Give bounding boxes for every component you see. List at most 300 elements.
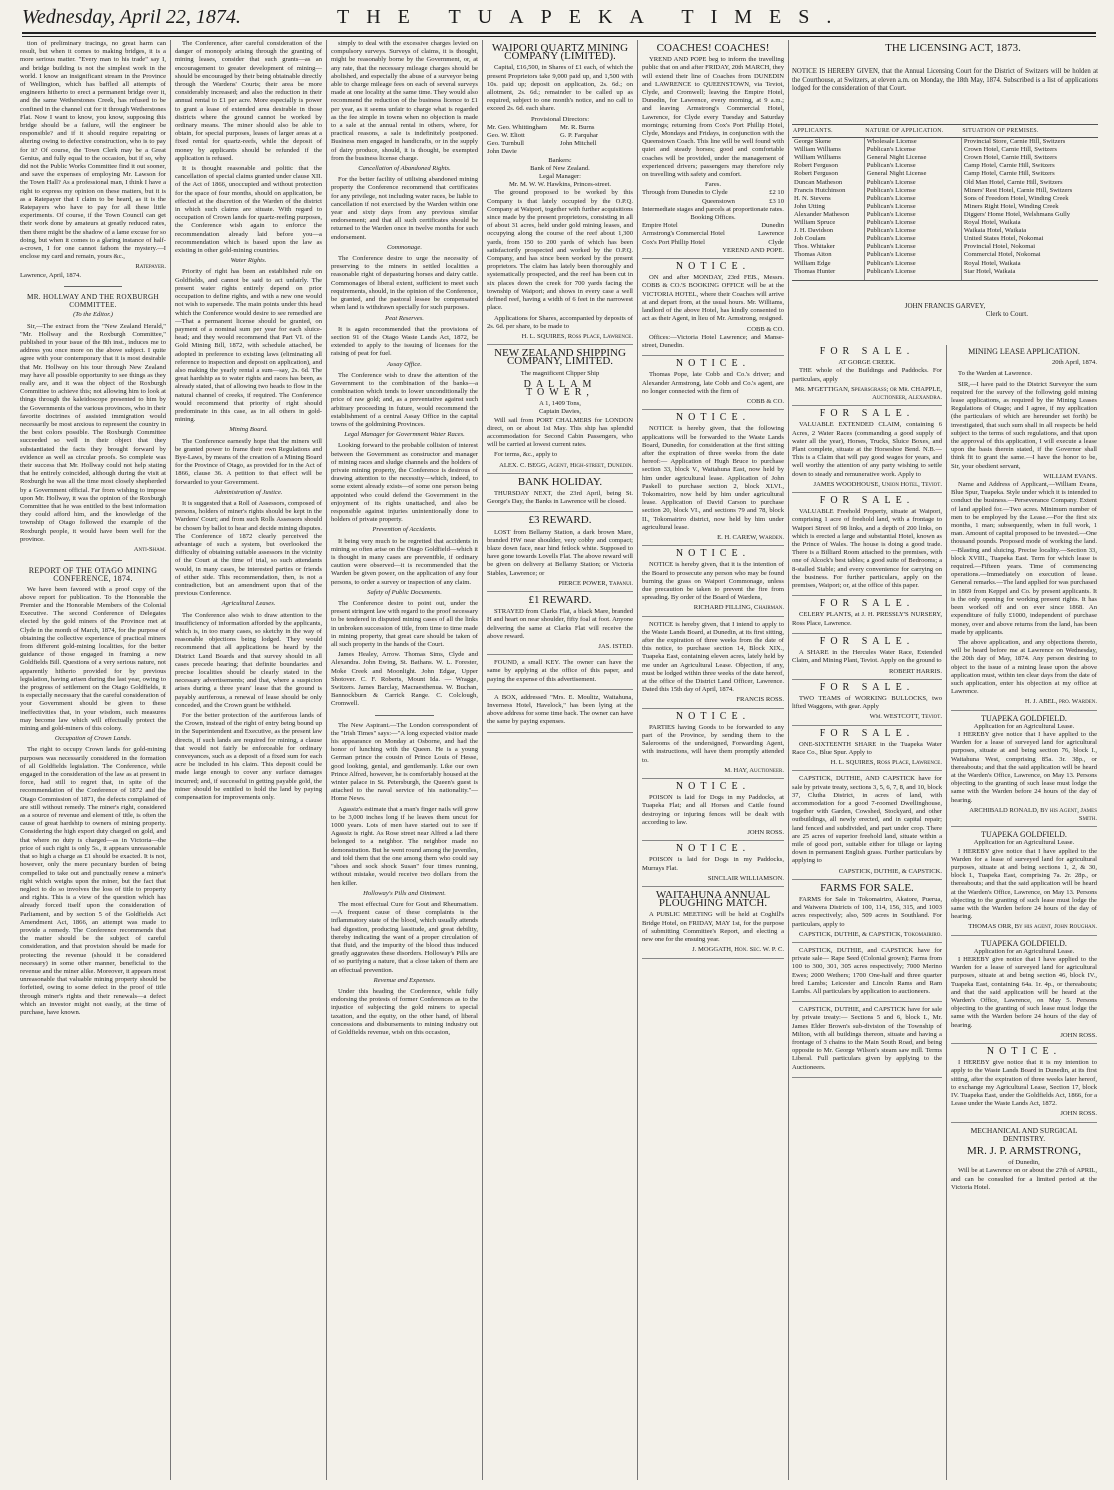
ad-body: YREND AND POPE beg to inform the travelling public that on and after FRIDAY, 20th MARCH, they will extend their line of Coaches from DUNEDIN and LAWRENCE to QUEENSTOWN, via Teviot, Clyde, and Cromwell; leaving the Empire Hotel, Dunedin, for Lawrence, every morning, at 9 a.m.; and leaving Armstrong's Commercial Hotel, Lawrence, for Clyde every Tuesday and Saturday mornings; returning from Cox's Port Phillip Hotel, Clyde, Mondays and Fridays, in conjunction with the Queenstown Coach. This line will be well found with quiet and steady horses; good and comfortable coaches will be provided, under the management of experienced drivers; passengers may therefore rely on travelling with safety and comfort. <box>642 56 784 179</box>
ad-body: A BOX, addressed "Mrs. E. Moulitz, Waitahuna, Inverness Hotel, Havelock," has been lying at the above address for some time back. The owner can have the same by paying expenses. <box>487 693 633 726</box>
section-heading: Prevention of Accidents. <box>372 526 437 534</box>
dentist-town: of Dunedin, <box>1008 1159 1040 1167</box>
ad-body: TWO TEAMS of WORKING BULLOCKS, two lifted Waggons, with gear. Apply <box>792 694 942 711</box>
section-heading: Agricultural Leases. <box>221 600 276 608</box>
ad-notice-forwarding <box>642 710 784 779</box>
delegate-names: James Healey, Arrow. Thomas Sims, Clyde and Alexandra. John Ewing, St. Bathans. W. L. Forester, Moke Creek and Moonlight. John Edgar, Upper Shotover. C. F. Roberts, Mount Ida. — Wragge, Switzers. James Barclay, Macraesthenua. W. Buchan, Bannockburn & Carrick Range. C. Colclough, Cromwell. <box>331 651 478 708</box>
letter-ratepayer: tion of preliminary tracings, no great harm can result, but when it comes to making bridges, it is a more serious matter. "Every man to his trade" say I, and bridge building is not the simplest work in the world. I know an insignificant stream in the Province of Wellington, which has baffled all attempts of engineers hitherto to erect a permanent bridge over it, and the same Wetherstones Creek, has refused to be confined in the channel cut for it through Wetherstones Flat. Now I want to know, you know, supposing this bridge should be a failure, will the engineer be responsible? and if it should require repairing or altering owing to defective construction, who is to pay for it? Of course, the Town Clerk may be a Great Genius, and fully equal to the occasion, but if so, why did not the Public Works Committee find it out sooner, and save the expenses of employing Mr. Lawson for the Town Hall? As a professional man, I think I have a right to express my opinion on these matters, but it is as a Ratepayer that I claim to be heard, as it is the Ratepayers who have to pay for all these little experiments. Of course, if the Town Council can get their work done by amateurs at greatly reduced rates, then there might be the shadow of a lame excuse for so doing, but when it comes to a glaring instance of half-a-crown, I for one cannot fathom the mystery.—I enclose my card and remain, yours &c., <box>20 40 166 261</box>
table-row <box>792 251 1098 259</box>
fare-route: Queenstown <box>702 197 735 205</box>
premises-cell: Crown Hotel, Carnie Hill, Switzers <box>961 154 1098 162</box>
ad-nz-shipping <box>487 349 633 474</box>
article-body: Sir,—The extract from the "New Zealand Herald," "Mr. Hollway and the Roxburgh Committee," published in your issue of the 8th inst., induces me to address you once more on the above subject. I quite agree with your contemporary that it is most desirable that Mr. Hollway on his tour through New Zealand may have all possible opportunity to see things as they really are, and it was the object of the Roxburgh Committee to achieve this; not allowing him to look at things through the kaleidoscope presented to him by the Governments of the various provinces, who in their favorite doctrines of assisted immigration would necessarily be most anxious to represent the country in the best colors possible. The Roxburgh Committee succeeded so well in their object that they substantiated the facts they brought forward by evidence as well as circular proofs. So complete was their success that Mr. Hollway could not help stating that he entirely coincided, although during the visit at Roxburgh he was all the time most closely shepherded by a Government official. Far from wishing to impose upon Mr. Hollway, it was the opinion of the Roxburgh Committee that he was entitled to the best information they could afford him, and the knowledge of the township of Otago followed the example of the Roxburgh people, it would have been well for the province. <box>20 322 166 543</box>
ad-body: VALUABLE EXTENDED CLAIM, containing 6 Acres, 2 Water Races (commanding a good supply of water all the year), Horses, Trucks, Sluice Boxes, and Plant complete, situate at the Horseshoe Bend. N.B.—This is a Claim that will pay good wages for years, and well worthy the attention of any party wishing to settle down to steady and remunerative work. Apply to <box>792 421 942 478</box>
ad-subheading: The magnificent Clipper Ship <box>520 369 600 377</box>
application-type-cell: Publican's License <box>864 195 961 203</box>
licensing-rows <box>792 138 1098 281</box>
ad-signature: SINCLAIR WILLIAMSON. <box>707 874 784 882</box>
ad-reward-1 <box>487 593 633 655</box>
office-name: Cox's Port Phillip Hotel <box>642 238 705 246</box>
table-row <box>792 154 1098 162</box>
article-body: It is thought reasonable and politic that the cancellation of special claims granted under clause XII. of the Act of 1866, unoccupied and without protection for the space of four months, should on application, be effected at the discretion of the Warden of the district in which such claims are situate. With regard to occupation of Crown lands for quartz-reefing purposes, the Conference wish again to enforce the recommendation already laid before you—a recommendation which is based upon the law as existing in other gold-mining countries. <box>175 165 322 255</box>
section-heading: Revenue and Expenses. <box>373 976 436 984</box>
ad-signature: COBB & CO. <box>746 325 784 333</box>
ad-subheading: Bankers: <box>548 156 572 164</box>
premises-cell: Royal Hotel, Waikaia <box>961 219 1098 227</box>
section-heading: Cancellation of Abandoned Rights. <box>358 165 451 173</box>
section-heading: Commonage. <box>387 243 422 251</box>
section-heading: Holloway's Pills and Ointment. <box>363 889 446 897</box>
ad-title: FOR SALE. <box>819 727 915 739</box>
ad-body: NOTICE is hereby given, that it is the intention of the Board to prosecute any person who may be found burning the grass on Waipori Commonage, unless due precaution be taken to prevent the fire from spreading. By order of the Board of Wardens, <box>642 561 784 602</box>
applicant-cell: Duncan Matheson <box>794 178 843 186</box>
ad-body: Capital, £16,500, in Shares of £1 each, of which the present Proprietors take 9,000 paid up, and 1,500 with 10s. paid up; deposit on application, 2s. 6d.; on allotment, 2s. 6d.; remainder to be called up as required, subject to one month's notice, and no call to exceed 2s. 6d. each share. <box>487 64 633 113</box>
ad-signature: H. L. SQUIRES, Ross Place, Lawrence. <box>830 759 942 767</box>
fare-route: Intermediate stages and parcels at proportionate rates. <box>642 205 784 213</box>
ad-sale-water-share <box>792 727 942 772</box>
table-row <box>792 235 1098 243</box>
ship-captain: Captain Davies, <box>538 408 582 416</box>
ad-title: WAIPORI QUARTZ MINING COMPANY (LIMITED). <box>491 42 629 63</box>
column-1 <box>20 40 166 1480</box>
ad-body: PARTIES having Goods to be forwarded to any part of the Province, by sending them to the Salerooms of the undersigned, Forwarding Agent, with instructions, will have them promptly attended to. <box>642 723 784 764</box>
ad-signature: ROBERT HARRIS. <box>889 667 942 675</box>
table-row <box>792 243 1098 251</box>
ad-sale-freehold <box>792 497 942 596</box>
applicant-cell: J. H. Davidson <box>794 227 834 235</box>
separator <box>375 715 434 716</box>
ad-body: VALUABLE Freehold Property, situate at Waipori, comprising 1 acre of freehold land, with a frontage to Waipori Street of 98 links, and a depth of 200 links, on which is erected a large and substantial Hotel, known as the Prince of Wales. The house is doing a good trade. There is a Billiard Room attached to the premises, with one of Alcock's best tables; a good suite of Bedrooms; a 8-stalled Stable; and every convenience for carrying on the business. For further particulars, apply on the premises, Waipori; or, at the office of this paper. <box>792 508 942 590</box>
ad-sale-share <box>792 635 942 680</box>
ad-subheading: Application for an Agricultural Lease. <box>973 722 1075 730</box>
director-name: John Davie <box>487 148 517 156</box>
booking-office <box>642 230 784 238</box>
ad-title: FOR SALE. <box>819 598 915 610</box>
section-heading: Mining Board. <box>229 426 268 434</box>
premises-cell: Miners' Rest Hotel, Carnie Hill, Switzers <box>961 187 1098 195</box>
application-type-cell: Publican's License <box>864 162 961 170</box>
applicant-cell: Alexander Matheson <box>794 210 850 218</box>
ad-title: NEW ZEALAND SHIPPING COMPANY, LIMITED. <box>494 347 626 368</box>
premises-cell: Star Hotel, Waikaia <box>961 268 1098 281</box>
newspaper-title: THE TUAPEKA TIMES. <box>337 6 849 28</box>
fare-row <box>642 198 784 206</box>
ad-body: POISON is laid for Dogs in my Paddocks, Murrays Flat. <box>642 856 784 872</box>
legal-manager: Mr. M. W. W. Hawkins, Princes-street. <box>508 181 611 189</box>
separator <box>64 286 122 287</box>
ad-box <box>487 694 633 733</box>
clerk-name: JOHN FRANCIS GARVEY, <box>904 302 986 310</box>
ad-title: NOTICE. <box>675 412 751 424</box>
booking-office <box>642 222 784 230</box>
table-row <box>792 260 1098 268</box>
office-town: Dunedin <box>761 222 784 230</box>
table-row <box>792 138 1098 147</box>
director-list <box>487 124 633 157</box>
ad-coaches <box>642 44 784 259</box>
ad-notice-waste-lands <box>642 414 784 546</box>
application-type-cell: Publican's License <box>864 235 961 243</box>
column-header: APPLICANTS. <box>792 125 864 138</box>
ad-mining-lease <box>951 348 1097 711</box>
ad-title: TUAPEKA GOLDFIELD. <box>981 713 1067 723</box>
table-row <box>792 170 1098 178</box>
fare-route: Through from Dunedin to Clyde <box>642 189 728 197</box>
column-rule <box>170 40 171 1480</box>
ad-signature: FRANCIS ROSS. <box>736 696 784 704</box>
section-heading: Peat Reserves. <box>385 314 424 322</box>
ad-body: Offices:—Victoria Hotel Lawrence; and Manse-street, Dunedin. <box>642 333 784 349</box>
ad-body: I HEREBY give notice that I have applied to the Warden for a lease of surveyed land for agricultural purposes, situate at and being section 76, block I., Waitahuna West, comprising 85a. 3r. 38p., or thereabouts; and that the said application will be heard at the Warden's Office, Lawrence, on May 13. Persons objecting to the granting of such lease must lodge the same with the Warden before 24 hours of the day of hearing. <box>951 730 1097 804</box>
ad-notice-fire <box>642 550 784 616</box>
article-body: For the better protection of the auriferous lands of the Crown, instead of the right of entry being bound up in the Superintendent and Executive, as the present law directs, if such lands are required for mining, a clause that would not fairly be enforceable for ordinary conveyances, such as a deposit of a fixed sum for each acre be included in his claim. This deposit could be made large enough to cover any surface damages incurred; and, if successful in getting payable gold, the miner should be entitled to hold the land by paying compensation for improvements only. <box>175 712 322 802</box>
ad-title: NOTICE. <box>675 710 751 722</box>
applicant-cell: William Williams <box>794 154 841 162</box>
ad-title: BANK HOLIDAY. <box>517 475 603 488</box>
premises-cell: Provincial Hotel, Nokomai <box>961 243 1098 251</box>
premises-cell: Waikaia Hotel, Waikaia <box>961 227 1098 235</box>
premises-cell: Royal Hotel, Waikaia <box>961 260 1098 268</box>
ad-signature: JOHN ROSS. <box>1060 1110 1097 1118</box>
application-type-cell: Publican's License <box>864 268 961 281</box>
ad-signature: CAPSTICK, DUTHIE, & CAPSTICK, Tokomairiro. <box>798 930 942 938</box>
table-row <box>792 268 1098 281</box>
advertorial: The most effectual Cure for Gout and Rheumatism.—A frequent cause of these complaints is the inflammatory state of the blood, which usually attends bad digestion, producing lassitude, and great debility, thereby indicating the want of a proper circulation of that fluid, and the impurity of the blood thus induced greatly aggravates these disorders. Holloway's Pills are of so purifying a nature, that a close taken of them are an effectual prevention. <box>331 900 478 974</box>
fare-row <box>642 189 784 197</box>
ad-capstick-1 <box>792 775 942 879</box>
ad-body: Thomas Pope, late Cobb and Co.'s driver; and Alexander Armstrong, late Cobb and Co.'s agent, are no longer connected with the firm of <box>642 371 784 395</box>
table-row <box>792 146 1098 154</box>
ad-body: CAPSTICK, DUTHIE, and CAPSTICK have for sale by private treaty:— Sections 5 and 6, block I., Mr. James Elder Brown's sub-division of the Township of Milton, with all buildings thereon, situate and having a frontage of 3 chains to the Main South Road, and being opposite to Mr. George Wilson's steam saw mill. Terms Liberal. Full particulars given by applying to the Auctioneers. <box>792 1006 942 1071</box>
column-rule <box>326 40 327 1480</box>
director-name: John Mitchell <box>560 140 597 148</box>
table-row <box>792 203 1098 211</box>
masthead-rule-thin <box>22 36 1096 37</box>
ad-body: A SHARE in the Hercules Water Race, Extended Claim, and Mining Plant, Teviot. Apply on the ground to <box>792 649 942 665</box>
column-rule <box>482 40 483 1480</box>
ad-signature: JAS. ISTED. <box>598 643 633 650</box>
column-rule <box>788 40 789 1480</box>
ad-body: Will sail from PORT CHALMERS for LONDON direct, on or about 1st May. This ship has splendid accommodation for Second Cabin Passengers, who will be carried at lowest current rates. <box>487 416 633 449</box>
ad-body: THE whole of the Buildings and Paddocks. For particulars, apply <box>792 367 942 383</box>
ad-title: FOR SALE. <box>819 408 915 420</box>
ad-title: NOTICE. <box>675 781 751 793</box>
ad-sale-gorge-creek <box>792 348 942 406</box>
ad-title: FARMS FOR SALE. <box>820 881 914 894</box>
ad-dentistry <box>951 1127 1097 1197</box>
premises-cell: Camp Hotel, Carnie Hill, Switzers <box>961 170 1098 178</box>
article-body: The Conference, after careful consideration of the danger of monopoly arising through the granting of mining leases, consider that such grants—as an encouragement to greater development of mining—should be encouraged by their being obtainable directly through the Wardens' Courts; their area be more considerably increased; and also the reduction in their annual rental to £1 per acre. More especially is power to grant a lease of extended area desirable in those districts where the ground cannot be worked by ordinary means. The miner should also be able to obtain, for special purposes, leases of larger areas at a fixed rental for quartz-reefs, while the deposit of money by applicants should be refunded if the application is refused. <box>175 40 322 162</box>
ad-notice-poison-1 <box>642 783 784 841</box>
issue-date: Wednesday, April 22, 1874. <box>22 6 241 28</box>
director-name: Geo. Turnbull <box>487 140 525 148</box>
premises-cell: Sons of Freedom Hotel, Winding Creek <box>961 195 1098 203</box>
ad-signature: ARCHIBALD RONALD, By his Agent, James Smith. <box>969 806 1097 822</box>
office-name: Armstrong's Commercial Hotel <box>642 230 725 238</box>
ad-tuapeka-goldfield-2 <box>951 831 1097 935</box>
ad-body: ON and after MONDAY, 23rd FEB., Messrs. COBB & CO.'S BOOKING OFFICE will be at the VICTORIA HOTEL, where their Coaches will arrive at and depart from, at the usual hours. Mr. Williams, landlord of the above Hotel, has kindly consented to act as their Agent, in lieu of Mr. Armstrong, resigned. <box>642 274 784 323</box>
ad-notice-cobb <box>642 263 784 356</box>
ad-bank-holiday <box>487 475 633 513</box>
section-heading: Administration of Justice. <box>214 488 283 496</box>
column-5 <box>642 40 784 1480</box>
ad-body: CAPSTICK, DUTHIE, AND CAPSTICK have for sale by private treaty, sections 3, 5, 6, 7, 8, and 10, block 37, Clutha District, in acres of land, with accommodation for a good 7-roomed Dwellinghouse, together with Garden, Cowshed, Stockyard, and other outbuildings, all newly erected, and in capital repair; land fenced and subdivided, and part under crop. There are 25 acres of superior freehold land, situate within a mile of good port, suitable either for tillage or laying down in permanent English grass. Further particulars by applying to <box>792 775 942 865</box>
ad-title: £3 REWARD. <box>528 514 592 527</box>
article-body: simply to deal with the excessive charges levied on compulsory surveys. Surveys of claims, it is thought, might be reasonably borne by the Government, or, at any rate, that the necessary mileage charges should be abolished, and especially the abuse of a surveyor being able to charge mileage fees on each of several surveys made at one locality at the same time. They would also recommend the reduction of the business licence to £1 per year, as it seems unfair to charge what is regarded as the fee simple in towns when no objection is made to a sale at the annual rental in others, where, for practical reasons, a sale is indefinitely postponed. Business men engaged in handicrafts, or in the supply of dairy produce, should, it is thought, be exempted from the business license charge. <box>331 40 478 162</box>
ad-signature: JAMES WOODHOUSE, Union Hotel, Teviot. <box>813 480 942 488</box>
applicant-cell: William Edge <box>794 259 831 267</box>
ad-body: POISON is laid for Dogs in my Paddocks, at Tuapeka Flat; and all Horses and Cattle found destroying or injuring fences will be dealt with according to law. <box>642 794 784 826</box>
ad-body: ONE-SIXTEENTH SHARE in the Tuapeka Water Race Co., Blue Spur. Apply to <box>792 740 942 756</box>
application-type-cell: Publican's License <box>864 179 961 187</box>
ad-title: MINING LEASE APPLICATION. <box>968 347 1080 356</box>
ad-title: NOTICE. <box>675 261 751 273</box>
office-town: Lawrence <box>758 230 784 238</box>
application-type-cell: Publican's License <box>864 260 961 268</box>
applicant-cell: Robert Ferguson <box>794 162 839 170</box>
premises-cell: Camp Hotel, Carnie Hill, Switzers <box>961 162 1098 170</box>
premises-cell: Commercial Hotel, Nokomai <box>961 251 1098 259</box>
application-type-cell: Publican's License <box>864 243 961 251</box>
ad-subheading: Provisional Directors: <box>530 115 590 123</box>
ad-found-key <box>487 659 633 690</box>
ad-title: FOR SALE. <box>819 681 915 693</box>
ship-name: DALLAM TOWER, <box>523 378 597 398</box>
ad-subheading: Application for an Agricultural Lease. <box>973 839 1075 847</box>
article-body: The Conference desire to urge the necessity of preserving to the miners in settled localities a reasonable right of depasturing horses and dairy cattle. Commonages of liberal extent, sufficient to meet such requirements, should, in the opinion of the Conference, be granted, and the pastoral lessee be compensated when land is withdrawn specially for such purposes. <box>331 255 478 312</box>
ad-body: CELERY PLANTS, at J. H. PRESSLY'S NURSERY, Ross Place, Lawrence. <box>792 611 942 627</box>
ad-signature: J. MOGGATH, Hon. Sec. W. P. C. <box>692 946 784 954</box>
application-type-cell: General Night License <box>864 170 961 178</box>
dateline: Lawrence, April, 1874. <box>20 271 81 279</box>
section-heading: Water Rights. <box>230 257 267 265</box>
director-name: G. P. Farquhar <box>560 132 599 140</box>
news-item: Agassiz's estimate that a man's finger nails will grow to be 3,000 inches long if he leaves them uncut for 1000 years. Lots of men have started out to see if Agassiz is right. As Rose street near Alfred a lad there belonged to a neighbor. The neighbor made no demonstration. But he went round among the juveniles, and told them that the one among them who could say "shoes and sock shock Susan" four times running, without mistake, would receive two dollars from the hen killer. <box>331 805 478 887</box>
ad-signature: JOHN ROSS. <box>747 829 784 837</box>
column-header: SITUATION OF PREMISES. <box>961 125 1098 138</box>
article-body: It being very much to be regretted that accidents in mining so often arise on the Otago Goldfield—which it is thought in many cases are preventible, if ordinary caution were observed—it is recommended that the Warden be given power, on the application of any four persons, to order a survey or inspection of any claim. <box>331 537 478 586</box>
table-row <box>792 179 1098 187</box>
bank-name: Bank of New Zealand. <box>530 164 590 172</box>
table-header-row <box>792 125 1098 138</box>
ad-body: I HEREBY give notice that I have applied to the Warden for a lease of surveyed land for agricultural purposes, situate at and being sections 1, 2, & 30, block I., Tuapeka East, comprising 7a. 2r. 28p., or thereabouts; and that the said application will be heard at the Warden's Office, Lawrence, on May 13. Persons objecting to the granting of such lease must lodge the same with the Warden before 24 hours of the day of hearing. <box>951 847 1097 921</box>
ad-body: The above application, and any objections thereto, will be heard before me at Lawrence on Wednesday, the 20th day of May, 1874. Any person desiring to object to the issue of a mining lease upon the above application must, within ten clear days from the date of such application, enter his objection at my office at Lawrence. <box>951 638 1097 696</box>
column-2 <box>175 40 322 1480</box>
ad-signature: WILLIAM EVANS. <box>1043 472 1097 480</box>
ad-subheading: Legal Manager: <box>539 173 581 181</box>
ad-signature: E. H. CAREW, Warden. <box>717 533 784 541</box>
application-type-cell: Publican's License <box>864 251 961 259</box>
licensing-notice: NOTICE IS HEREBY GIVEN, that the Annual Licensing Court for the District of Switzers will be holden at the Courthouse, at Switzers, at eleven a.m. on Monday, the 18th May, 1874. Subscribed is a list of applications lodged for the consideration of that Court. <box>792 68 1098 93</box>
ad-signature: H. J. ABEL, pro. Warden. <box>1024 698 1097 706</box>
article-body: Priority of right has been an established rule on Goldfields, and cannot be said to act unfairly. The present water rights entirely depend on prior occupation to define rights, and with a new one would not wish to supersede. The main points under this head which the Conference would desire to see remedied are—That a permanent license should be granted, on payment of a nominal sum per year for each sluice-head; and they would recommend that Part VI. of the Gold Mining Bill, 1872, with schedule attached, be adopted in preference to existing laws (eliminating all reference to inspection and deposit on application), and also making the yearly rental a sum—say, 2s. 6d. The great hardship as to water rights and races has been, as already stated, that of allowing two heads to flow in the natural channel of creeks, if required. The Conference would recommend that priority of right should predominate in this case, as in all others in gold-mining. <box>175 268 322 424</box>
ad-farms <box>792 881 942 943</box>
article-body: The Conference desire to point out, under the present stringent law with regard to the proof necessary to be tendered in disputed mining cases of all the links in unbroken succession of title, from time to time made in mining property, that great care should be taken of all such property in the hands of the Court. <box>331 600 478 649</box>
ad-title: £1 REWARD. <box>528 593 592 606</box>
ad-body: FARMS for Sale in Tokomairiro, Akatore, Puerua, and Waiwera Districts of 100, 114, 156, 315, and 1003 acres respectively; also, 509 acres in Southland. For particulars, apply to <box>792 895 942 928</box>
director-name: Mr. R. Burns <box>560 123 595 131</box>
applicant-cell: Robert Ferguson <box>794 170 839 178</box>
ad-subheading: Fares. <box>705 181 721 189</box>
ad-body: For terms, &c., apply to <box>494 451 558 459</box>
article-heading: REPORT OF THE OTAGO MINING CONFERENCE, 1874. <box>28 566 158 584</box>
fare-price: £2 10 <box>769 189 784 197</box>
ad-sale-celery <box>792 600 942 634</box>
ad-body: NOTICE is hereby given, that the following applications will be forwarded to the Waste Lands Board, Dunedin, for consideration at the first sitting after the expiration of three weeks from the date hereof:— Application of Hugh Bruce to purchase section 33, block V., Waitahuna East, now held by him under agricultural lease. Application of John Paskell to purchase section 2, block XLVI., Tokomairiro, now held by him under agricultural lease. Application of David Carson to purchase section 20, block VI., and sections 79 and 78, block II., Tokomairiro district, now held by him under agricultural lease. <box>642 425 784 531</box>
fare-price: £3 10 <box>769 197 784 205</box>
ad-body: STRAYED from Clarks Flat, a black Mare, branded H and heart on near shoulder, fifty foal at foot. Anyone delivering the same at Clarks Flat will receive the above reward. <box>487 608 633 640</box>
table-row <box>792 195 1098 203</box>
ad-title: NOTICE. <box>986 1046 1062 1058</box>
application-type-cell: Wholesale License <box>864 138 961 147</box>
ad-title: WAITAHUNA ANNUAL PLOUGHING MATCH. <box>655 889 771 910</box>
ad-tuapeka-goldfield-3 <box>951 940 1097 1044</box>
separator <box>64 560 122 561</box>
ad-title: NOTICE. <box>675 358 751 370</box>
ad-body: LOST from Bellamy Station, a dark brown Mare, branded HW near shoulder, very cobby and compact; blaze down face, near hind fetlock white. Supposed to have gone towards Lovells Flat. The above reward will be given on delivery at Bellamy Station; or Victoria Stables, Lawrence; or <box>487 528 633 577</box>
ad-date: 20th April, 1874. <box>1051 359 1097 367</box>
application-type-cell: Publican's License <box>864 146 961 154</box>
premises-cell: Miners Right Hotel, Winding Creek <box>961 203 1098 211</box>
ad-body: To the Warden at Lawrence. <box>958 370 1033 378</box>
column-rule <box>637 40 638 1480</box>
signature: Anti-Sham. <box>133 545 166 553</box>
licensing-table <box>792 124 1098 281</box>
ship-tonnage: A 1, 1409 Tons, <box>539 400 581 408</box>
table-row <box>792 219 1098 227</box>
section-heading: Legal Manager for Government Water Races. <box>344 431 465 439</box>
application-type-cell: Publican's License <box>864 219 961 227</box>
ad-signature: Wm. WESTCOTT, Teviot. <box>869 713 942 721</box>
ad-title: NOTICE. <box>675 843 751 855</box>
premises-cell: Old Man Hotel, Carnie Hill, Switzers <box>961 179 1098 187</box>
article-body: The right to occupy Crown lands for gold-mining purposes was necessarily considered in the formation of all Goldfields legislation. The Conference, while engaged in the consideration of the law as at present in force, had still to regret that, in spite of the recommendation of the Conference of 1872 and the Otago Commission of 1871, the defects complained of are still without remedy. The miner's right, considered as a source of revenue and element of title, is often the cause of great hardship to owners of mining property. Considering the high export duty charged on gold, and that where no duty is charged—as in Victoria—the price of such right is only 5s., it appears unreasonable that so high a charge as £1 should be exacted. It is not, however, only the mere pecuniary burden of being compelled to take out and punctually renew a miner's right which weighs upon the miner, but the fact that neglect to do so involves the loss of title to property and rights. This is a view of the question which has already forced itself upon the consideration of Parliament, and by section 5 of the Goldfields Act Amendment Act, 1866, an attempt was made to provide a remedy. The Conference recommends that the matter should be the subject of careful consideration, and that provision should be made for protecting the revenue (should it be considered necessary) in some other manner, beneficial to the revenue and the miner alike. Moreover, it appears most unreasonable that valuable mining property should be forfeited, owing to some defect in the proof of title through miner's rights and their renewals—a defect which an investor might not easily, at the time of purchase, have known. <box>20 746 166 1016</box>
ad-notice-cobb-2 <box>642 360 784 410</box>
application-type-cell: General Night License <box>864 154 961 162</box>
director-name: Geo. W. Eliott <box>487 132 525 140</box>
masthead <box>22 4 1096 34</box>
article-body: For the better facility of utilising abandoned mining property the Conference recommend that certificates for any privilege, not including water races, be liable to cancellation if not exercised by the Warden within one year and sixty days from any previous similar endorsement; and that all such certificates should be returned to the Warden once in twelve months for such endorsement. <box>331 176 478 241</box>
booking-office <box>642 239 784 247</box>
ad-subheading: Application for an Agricultural Lease. <box>973 947 1075 955</box>
news-item: The New Aspirant.—The London correspondent of the "Irish Times" says:—"A long expected visitor made his appearance on Monday at Osborne, and had the honor of lunching with the Queen. He is a young German prince the cousin of Prince Louis of Hesse, good looking, genial, and gentlemanly. Like our own Prince Alfred, however, he is comfortably housed at the winter palace in St. Petersburgh, the Queen's guest is attached to the naval service of his nationality."—Home News. <box>331 721 478 803</box>
ad-reward-3 <box>487 516 633 592</box>
ad-notice-purchase <box>642 621 784 709</box>
ad-body: SIR,—I have paid to the District Surveyor the sum required for the survey of the following gold mining lease applications, as required by the Mining Leases Regulations of Otago; and I agree, if my application (the particulars of which are hereunder set forth) be investigated, that such sum shall in all respects be held subject to the terms of such regulations, and that upon the approval of this application, I will execute a lease upon the basis therein stated, if the Governor shall think fit to grant the same.—I have the honor to be, Sir, your obedient servant, <box>951 380 1097 470</box>
ad-title: MECHANICAL AND SURGICAL DENTISTRY. <box>970 1125 1078 1143</box>
clerk-role: Clerk to Court. <box>985 310 1028 318</box>
ad-body: I HEREBY give notice that it is my intention to apply to the Waste Lands Board in Dunedin, at its first sitting, after the expiration of three weeks later hereof, to exchange my Agricultural Lease, Section 17, block IV. Tuapeka East, under the Goldfields Act, 1866, for a Lease under the Waste Lands Act, 1872. <box>951 1059 1097 1108</box>
ad-title: TUAPEKA GOLDFIELD. <box>981 938 1067 948</box>
ad-body: Name and Address of Applicant,—William Evans, Blue Spur, Tuapeka. Style under which it is intended to conduct the business.—Perseverance Company. Extent of land applied for.—Two acres. Minimum number of men to be employed by the Lease.—For the first six months, 1 man; subsequently, when in full work, 1 man. Amount of capital proposed to be invested.—One thousand pounds. Proposed mode of working the land.—Blasting and sluicing. Precise locality.—Section 33, block XVIII., Tuapeka East. Term for which lease is required.—Fifteen years. Time of commencing operations.—Immediately on execution of lease. General remarks.—The land applied for was purchased in 1869 from Keppel and Co. by present applicants. It is the only opening for working present rights. It has been worked off and on ever since 1868. An expenditure of fully £1000, independent of purchase money, over and above returns from the land, has been made by applicants. <box>951 481 1097 636</box>
article-body: Looking forward to the probable collision of interest between the Government as constructor and manager of mining races and sludge channels and the holders of private mining property, the Conference is desirous of drawing attention to the necessity—which, indeed, to some extent already exists—of some one person being appointed who could defend the Government in the enjoyment of its rights unattached, and also be responsible against injuries unintentionally done to holders of private property. <box>331 442 478 524</box>
ad-body: The ground proposed to be worked by this Company is that lately occupied by the O.P.Q. Company at Waipori, together with further acquisitions since made by the present proprietors, consisting in all of about 31 acres, held under gold mining leases, and occupying along the course of the reef about 1,300 yards, from 150 to 200 yards of which has been satisfactorily prospected and worked by the O.P.Q. Company, and has since been worked by the present proprietors. The claim has lately been thoroughly and systematically prospected, and the reef has been cut in six places down the creek for 700 yards facing the township of Waipori; and shows in every case a well defined reef, having a width of 6 feet in the narrowest place. <box>487 189 633 312</box>
table-row <box>792 227 1098 235</box>
article-body: The Conference earnestly hope that the miners will be granted power to frame their own Regulations and Bye-Laws, by means of the creation of a Mining Board for the Province of Otago, as provided for in the Act of 1866, clause 36. A petition to that effect will be forwarded to your Government. <box>175 437 322 486</box>
ad-title: NOTICE. <box>675 548 751 560</box>
office-name: Empire Hotel <box>642 222 678 230</box>
licensing-signature <box>792 302 1098 318</box>
table-row <box>792 211 1098 219</box>
signature: Ratepayer. <box>135 263 166 271</box>
ad-body: Will be at Lawrence on or about the 27th of APRIL, and can be consulted for a limited period at the Victoria Hotel. <box>951 1167 1097 1191</box>
applicant-cell: William Williams <box>794 146 841 154</box>
application-type-cell: Publican's License <box>864 227 961 235</box>
ad-sale-claim <box>792 410 942 493</box>
ad-signature: COBB & CO. <box>746 397 784 405</box>
applicant-cell: Thomas Aiton <box>794 251 832 259</box>
ad-body: CAPSTICK, DUTHIE, and CAPSTICK have for private sale— Rape Seed (Colonial grown); Farms from 100 to 300, 301, 305 acres respectively; 7000 Merino Ewes; 2000 Wethers; 1700 One-half and three quarter bred Lambs; Leicester and Lincoln Rams and Ram Lambs. All particulars by application to auctioneers. <box>792 946 942 995</box>
ad-title: FOR SALE. <box>819 495 915 507</box>
article-body: Under this heading the Conference, while fully endorsing the protests of former Conferences as to the injustice of subjecting the gold miners to special taxation, and the equity, on the other hand, of liberal concessions and disbursements to mining industry out of Goldfields revenue, wish on this occasion, <box>331 987 478 1036</box>
ad-body: FOUND, a small KEY. The owner can have the same by applying at the office of this paper, and paying the expense of this advertisement. <box>487 659 633 683</box>
ad-signature: PIERCE POWER, Tapanui. <box>558 579 633 587</box>
ad-title: FOR SALE. <box>819 635 915 647</box>
section-heading: Assay Office. <box>387 360 422 368</box>
ad-notice-poison-2 <box>642 845 784 887</box>
column-6 <box>792 345 942 1480</box>
applicant-cell: William Spruce <box>794 219 836 227</box>
director-name: Mr. Geo. Whittingham <box>487 123 547 131</box>
ad-body: A PUBLIC MEETING will be held at Coghill's Bridge Hotel, on FRIDAY, MAY 1st, for the purpose of submitting Committee's Report, and electing a new one for the ensuing year. <box>642 911 784 944</box>
applicant-cell: John Utting <box>794 202 825 210</box>
premises-cell: Crown Hotel, Carnie Hill, Switzers <box>961 146 1098 154</box>
ad-signature: H. L. SQUIRES, Ross Place, Lawrence. <box>521 332 633 340</box>
application-type-cell: Publican's License <box>864 187 961 195</box>
column-header: NATURE OF APPLICATION. <box>864 125 961 138</box>
ad-capstick-2 <box>792 947 942 1002</box>
ad-waipori-mining-company <box>487 44 633 345</box>
premises-cell: Diggers' Home Hotel, Welshmans Gully <box>961 211 1098 219</box>
ad-ploughing-match <box>642 891 784 958</box>
application-type-cell: Publican's License <box>864 211 961 219</box>
ad-title: FOR SALE. <box>819 346 915 357</box>
column-3 <box>331 40 478 1480</box>
applicant-cell: Job Coulam <box>794 235 826 243</box>
article-body: It is again recommended that the provisions of section 91 of the Otago Waste Lands Act, 1872, be extended to apply to the issuing of licenses for the raising of peat for fuel. <box>331 325 478 358</box>
applicant-cell: H. N. Stevens <box>794 194 831 202</box>
column-7 <box>951 345 1097 1480</box>
ad-signature: ALEX. C. BEGG, Agent, High-street, Dunedin. <box>499 461 633 469</box>
ad-body: I HEREBY give notice that I have applied to the Warden for a lease of surveyed land for agricultural purposes, situate at and being section 46, block IV., Tuapeka East, containing 64a. 1r. 4p., or thereabouts; and that the said application will be heard at the Warden's Office, Lawrence, on May 5. Persons objecting to the granting of such lease must lodge the same with the Warden before 24 hours of the day of hearing. <box>951 956 1097 1029</box>
ad-body: Applications for Shares, accompanied by deposits of 2s. 6d. per share, to be made to <box>487 314 633 330</box>
applicant-cell: Thos. Whitaker <box>794 243 835 251</box>
ad-title: COACHES! COACHES! <box>656 42 770 54</box>
applicant-cell: George Skene <box>794 138 832 146</box>
fare-row <box>642 206 784 214</box>
application-type-cell: Publican's License <box>864 203 961 211</box>
article-body: The Conference also wish to draw attention to the insufficiency of information afforded by the applicants, which is, in too many cases, so sketchy in the way of reasonable objections being lodged. They would recommend that all applications be heard by the District Land Boards and that survey should in all cases precede hearing; that definite boundaries and precise localities should be clearly stated in the necessary advertisements; and that, where a suspicion arises during a three years' lease that the ground is payably auriferous, a renewal of lease should be only conceded, and the Crown grant be withheld. <box>175 611 322 709</box>
ad-signature: M. HAY, Auctioneer. <box>724 766 784 774</box>
ad-signature: RICHARD FILLING, Chairman. <box>693 604 784 612</box>
office-town: Clyde <box>768 238 784 246</box>
ad-notice-exchange <box>951 1048 1097 1123</box>
applicant-cell: Thomas Hunter <box>792 268 864 281</box>
ad-title: TUAPEKA GOLDFIELD. <box>981 830 1067 840</box>
article-body: The Conference wish to draw the attention of the Government to the combination of the banks—a combination which tends to lower unconditionally the price of raw gold; and, as a preventative against such arbitrary proceeding in future, would recommend the establishment of a central Assay Office in the capital towns of the goldmining Provinces. <box>331 371 478 428</box>
ad-signature: YEREND AND POPE. <box>722 246 784 254</box>
table-row <box>792 187 1098 195</box>
licensing-title: THE LICENSING ACT, 1873. <box>885 42 1021 54</box>
premises-cell: Provincial Store, Carnie Hill, Switzers <box>961 138 1098 147</box>
masthead-rule <box>22 32 1096 34</box>
ad-subheading: AT GORGE CREEK. <box>838 359 896 367</box>
ad-body: NOTICE is hereby given, that I intend to apply to the Waste Lands Board, at Dunedin, at its first sitting, after the expiration of three weeks from the date of this notice, to purchase section 14, Block XIX., Tuapeka East, containing eleven acres, lately held by me under an Agricultural Lease. Objection, if any, must be lodged within three weeks of the date hereof, at the office of the District Land Officer, Lawrence. Dated this 15th day of April, 1874. <box>642 620 784 694</box>
section-heading: Occupation of Crown Lands. <box>54 735 132 743</box>
ad-signature: THOMAS ORR, By his agent, John Roughan. <box>968 923 1097 931</box>
premises-cell: United States Hotel, Nokomai <box>961 235 1098 243</box>
column-rule <box>946 345 947 1480</box>
